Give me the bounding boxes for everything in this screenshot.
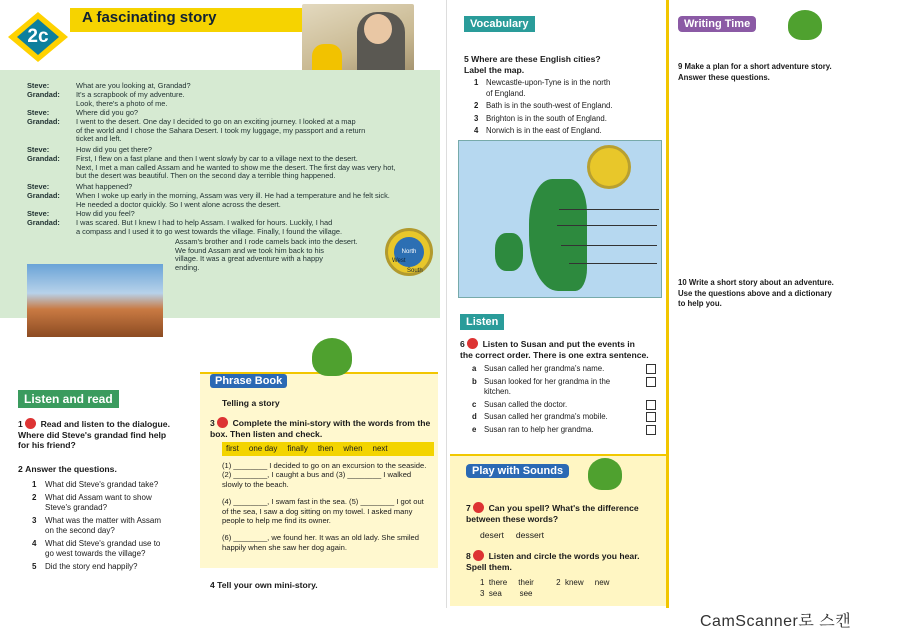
word-option: when <box>343 444 363 453</box>
order-checkbox[interactable] <box>646 400 656 410</box>
city-list <box>474 78 674 139</box>
city-item <box>474 78 674 99</box>
dialogue-line: I was scared. But I knew I had to help Assam. I walked for hours. Luckily, I had a compass and I used it to go west towards the village. Finally, I found the village. <box>76 218 343 236</box>
speaker-name: Grandad: <box>27 218 60 227</box>
telling-heading: Telling a story <box>222 398 280 408</box>
desert-photo <box>27 264 163 337</box>
speaker-name: Grandad: <box>27 154 60 163</box>
word-option: first <box>226 444 239 453</box>
play-sounds-heading: Play with Sounds <box>466 464 569 478</box>
word-option: then <box>317 444 334 453</box>
vocabulary-heading: Vocabulary <box>464 16 535 32</box>
item-number: 2 <box>474 101 479 110</box>
page-title: A fascinating story <box>82 9 217 26</box>
audio-track-icon[interactable] <box>473 550 484 561</box>
city-item <box>474 126 674 137</box>
city-item <box>474 114 674 125</box>
item-text: What did Steve's grandad use to go west towards the village? <box>45 538 161 558</box>
question-8-pairs: 1 there their 2 knew new 3 sea see <box>480 578 610 598</box>
question-4: 4 Tell your own mini-story. <box>210 580 318 590</box>
item-number: 4 <box>474 126 479 135</box>
unit-number: 2c <box>27 26 49 47</box>
left-page <box>0 0 447 608</box>
word-option: finally <box>287 444 308 453</box>
audio-track-icon[interactable] <box>217 417 228 428</box>
item-number: 2 <box>32 492 37 502</box>
question-item <box>32 493 202 514</box>
event-letter: d <box>472 412 477 421</box>
compass-icon <box>587 145 631 189</box>
order-checkbox[interactable] <box>646 364 656 374</box>
speaker-name: Steve: <box>27 145 50 154</box>
frog-icon <box>588 458 622 490</box>
dialogue-line: I went to the desert. One day I decided to go on an exciting journey. I looked at a map of the world and I chose the Sahara Desert. I took my luggage, my passport and a return ticket and left. <box>76 117 366 144</box>
item-text: Brighton is in the south of England. <box>486 113 607 123</box>
listen-heading: Listen <box>460 314 504 330</box>
compass-west: West <box>392 258 406 264</box>
question-6: 6 Listen to Susan and put the events in the correct order. There is one extra sentence. <box>460 339 649 360</box>
word-option: one day <box>248 444 278 453</box>
dialogue-line: What are you looking at, Grandad? <box>76 81 191 90</box>
speaker-name: Grandad: <box>27 191 60 200</box>
event-letter: b <box>472 376 477 386</box>
event-text: Susan ran to help her grandma. <box>484 424 594 434</box>
speaker-name: Grandad: <box>27 90 60 99</box>
dialogue-line: It's a scrapbook of my adventure. Look, there's a photo of me. <box>76 90 185 108</box>
item-number: 3 <box>474 113 479 123</box>
event-item <box>472 412 658 423</box>
audio-track-icon[interactable] <box>25 418 36 429</box>
dialogue-line: How did you feel? <box>76 209 135 218</box>
dialogue-line: When I woke up early in the morning, Assam was very ill. He had a temperature and he felt sick. He needed a doctor quickly. So I went alone across the desert. <box>76 191 390 209</box>
event-letter: e <box>472 424 477 434</box>
speaker-name: Grandad: <box>27 117 60 126</box>
speaker-name: Steve: <box>27 182 50 191</box>
event-letter: c <box>472 399 477 409</box>
question-2: 2 Answer the questions. <box>18 464 117 474</box>
item-text: Norwich is in the east of England. <box>486 126 602 135</box>
event-text: Susan looked for her grandma in the kitchen. <box>484 376 611 396</box>
item-text: What did Steve's grandad take? <box>45 480 159 489</box>
item-text: What did Assam want to show Steve's grandad? <box>45 492 152 512</box>
question-10: 10 Write a short story about an adventure. Use the questions above and a dictionary to help you. <box>678 278 834 308</box>
event-item <box>472 364 658 375</box>
event-letter: a <box>472 364 477 373</box>
story-paragraph: (4) ________, I swam fast in the sea. (5) ________ I got out of the sea, I saw a dog sitting on my towel. I asked many people to help me find its owner. <box>222 497 424 526</box>
event-list <box>472 364 658 437</box>
speaker-name: Steve: <box>27 209 50 218</box>
frog-icon <box>788 10 822 40</box>
dialogue-line: Where did you go? <box>76 108 139 117</box>
item-number: 1 <box>32 480 37 489</box>
dialogue-line: What happened? <box>76 182 133 191</box>
event-text: Susan called her grandma's mobile. <box>484 412 608 421</box>
item-text: Bath is in the south-west of England. <box>486 101 613 110</box>
question-3: 3 Complete the mini-story with the words from the box. Then listen and check. <box>210 418 431 439</box>
item-text: Newcastle-upon-Tyne is in the north of England. <box>486 78 611 98</box>
question-7-words: desert dessert <box>480 530 545 540</box>
event-text: Susan called the doctor. <box>484 399 568 409</box>
dialogue-line: Assam's brother and I rode camels back into the desert. We found Assam and we took him back to his village. It was a great adventure with a happy ending. <box>175 237 358 272</box>
frog-icon <box>312 338 352 376</box>
item-text: What was the matter with Assam on the second day? <box>45 515 162 535</box>
listen-read-heading: Listen and read <box>18 390 119 408</box>
item-number: 5 <box>32 561 37 571</box>
event-item <box>472 400 658 411</box>
question-8: 8 Listen and circle the words you hear. Spell them. <box>466 551 640 572</box>
event-item <box>472 377 658 398</box>
order-checkbox[interactable] <box>646 425 656 435</box>
story-paragraph: (6) ________, we found her. It was an old lady. She smiled happily when she saw her dog again. <box>222 533 419 552</box>
question-1: 1 Read and listen to the dialogue. Where did Steve's grandad find help for his friend? <box>18 419 170 450</box>
item-number: 3 <box>32 515 37 525</box>
compass-south: South <box>407 268 423 274</box>
writing-time-heading: Writing Time <box>678 16 756 32</box>
item-number: 4 <box>32 538 37 548</box>
item-number: 1 <box>474 78 479 87</box>
compass-icon: North <box>385 228 433 276</box>
word-option: next <box>372 444 388 453</box>
order-checkbox[interactable] <box>646 377 656 387</box>
word-box <box>222 442 434 456</box>
audio-track-icon[interactable] <box>467 338 478 349</box>
order-checkbox[interactable] <box>646 412 656 422</box>
dialogue-line: How did you get there? <box>76 145 153 154</box>
question-item <box>32 539 202 560</box>
question-5: 5 Where are these English cities? Label the map. <box>464 54 601 75</box>
right-page <box>448 0 901 608</box>
mini-story <box>222 461 438 560</box>
city-item <box>474 101 674 112</box>
question-item <box>32 480 202 491</box>
question-7: 7 Can you spell? What's the difference between these words? <box>466 503 639 524</box>
dialogue-line: First, I flew on a fast plane and then I went slowly by car to a village next to the desert. Next, I met a man called Assam and he wanted to show me the desert. The first day was very hot, but the desert was beautiful. Then on the second day a terrible thing happened. <box>76 154 396 181</box>
question-2-list <box>32 480 202 574</box>
uk-map <box>458 140 662 298</box>
audio-track-icon[interactable] <box>473 502 484 513</box>
event-item <box>472 425 658 436</box>
question-item <box>32 516 202 537</box>
divider <box>666 0 669 608</box>
event-text: Susan called her grandma's name. <box>484 364 605 373</box>
phrase-book-heading: Phrase Book <box>210 374 287 388</box>
story-paragraph: (1) ________ I decided to go on an excursion to the seaside. (2) ________, I caught a bus and (3) ________ I walked slowly to the beach. <box>222 461 427 489</box>
speaker-name: Steve: <box>27 108 50 117</box>
scanner-watermark: CamScanner로 스캔 <box>700 613 852 630</box>
question-9: 9 Make a plan for a short adventure story. Answer these questions. <box>678 62 832 82</box>
speaker-name: Steve: <box>27 81 50 90</box>
item-text: Did the story end happily? <box>45 561 138 571</box>
question-item <box>32 562 202 573</box>
